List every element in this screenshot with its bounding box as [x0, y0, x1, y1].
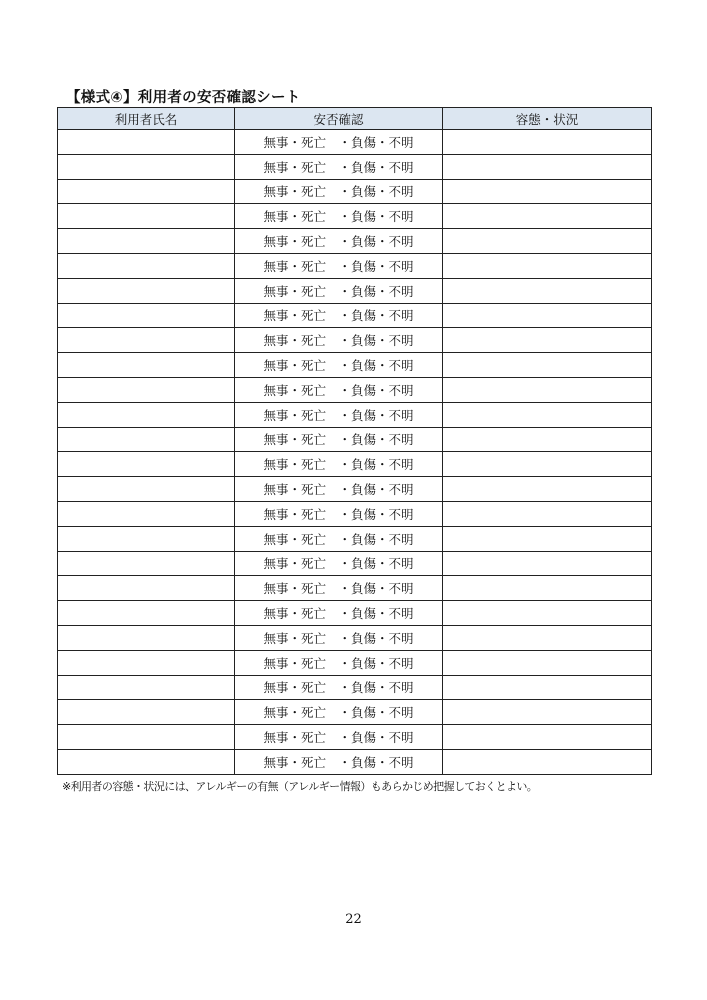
safety-status-cell: 無事・死亡 ・負傷・不明 [235, 353, 443, 378]
footnote: ※利用者の容態・状況には、アレルギーの有無（アレルギー情報）もあらかじめ把握しておくとよい。 [62, 780, 538, 793]
user-name-cell[interactable] [58, 501, 235, 526]
condition-cell[interactable] [443, 229, 652, 254]
user-name-cell[interactable] [58, 601, 235, 626]
condition-cell[interactable] [443, 650, 652, 675]
user-name-cell[interactable] [58, 576, 235, 601]
user-name-cell[interactable] [58, 650, 235, 675]
safety-check-table [57, 107, 652, 775]
page-title: 【様式④】利用者の安否確認シート [66, 90, 301, 106]
condition-cell[interactable] [443, 576, 652, 601]
safety-status-cell: 無事・死亡 ・負傷・不明 [235, 303, 443, 328]
safety-status-cell: 無事・死亡 ・負傷・不明 [235, 130, 443, 155]
safety-status-cell: 無事・死亡 ・負傷・不明 [235, 204, 443, 229]
safety-status-cell: 無事・死亡 ・負傷・不明 [235, 625, 443, 650]
table-row [58, 725, 652, 750]
table-row [58, 154, 652, 179]
table-row [58, 700, 652, 725]
user-name-cell[interactable] [58, 303, 235, 328]
table-header-row [58, 108, 652, 130]
table-row [58, 353, 652, 378]
page-number: 22 [345, 912, 362, 927]
condition-cell[interactable] [443, 179, 652, 204]
table-row [58, 601, 652, 626]
safety-status-cell: 無事・死亡 ・負傷・不明 [235, 725, 443, 750]
table-row [58, 328, 652, 353]
table-row [58, 625, 652, 650]
user-name-cell[interactable] [58, 625, 235, 650]
user-name-cell[interactable] [58, 328, 235, 353]
table-row [58, 576, 652, 601]
condition-cell[interactable] [443, 130, 652, 155]
table-row [58, 204, 652, 229]
user-name-cell[interactable] [58, 725, 235, 750]
table-row [58, 427, 652, 452]
table-row [58, 377, 652, 402]
condition-cell[interactable] [443, 675, 652, 700]
user-name-cell[interactable] [58, 130, 235, 155]
condition-cell[interactable] [443, 154, 652, 179]
safety-status-cell: 無事・死亡 ・負傷・不明 [235, 328, 443, 353]
user-name-cell[interactable] [58, 229, 235, 254]
safety-status-cell: 無事・死亡 ・負傷・不明 [235, 154, 443, 179]
user-name-cell[interactable] [58, 427, 235, 452]
table-row [58, 650, 652, 675]
user-name-cell[interactable] [58, 204, 235, 229]
safety-status-cell: 無事・死亡 ・負傷・不明 [235, 650, 443, 675]
condition-cell[interactable] [443, 377, 652, 402]
header-condition: 容態・状況 [443, 108, 652, 130]
table-row [58, 675, 652, 700]
safety-status-cell: 無事・死亡 ・負傷・不明 [235, 477, 443, 502]
safety-status-cell: 無事・死亡 ・負傷・不明 [235, 601, 443, 626]
condition-cell[interactable] [443, 402, 652, 427]
condition-cell[interactable] [443, 526, 652, 551]
table-row [58, 179, 652, 204]
condition-cell[interactable] [443, 501, 652, 526]
table-row [58, 501, 652, 526]
condition-cell[interactable] [443, 625, 652, 650]
user-name-cell[interactable] [58, 526, 235, 551]
user-name-cell[interactable] [58, 353, 235, 378]
user-name-cell[interactable] [58, 402, 235, 427]
safety-status-cell: 無事・死亡 ・負傷・不明 [235, 749, 443, 774]
table-row [58, 526, 652, 551]
condition-cell[interactable] [443, 749, 652, 774]
safety-status-cell: 無事・死亡 ・負傷・不明 [235, 551, 443, 576]
condition-cell[interactable] [443, 725, 652, 750]
table-row [58, 477, 652, 502]
condition-cell[interactable] [443, 253, 652, 278]
safety-status-cell: 無事・死亡 ・負傷・不明 [235, 700, 443, 725]
user-name-cell[interactable] [58, 700, 235, 725]
header-user-name: 利用者氏名 [58, 108, 235, 130]
safety-status-cell: 無事・死亡 ・負傷・不明 [235, 253, 443, 278]
safety-status-cell: 無事・死亡 ・負傷・不明 [235, 377, 443, 402]
condition-cell[interactable] [443, 303, 652, 328]
condition-cell[interactable] [443, 427, 652, 452]
user-name-cell[interactable] [58, 749, 235, 774]
table-row [58, 130, 652, 155]
header-safety-status: 安否確認 [235, 108, 443, 130]
user-name-cell[interactable] [58, 278, 235, 303]
table-row [58, 749, 652, 774]
safety-status-cell: 無事・死亡 ・負傷・不明 [235, 452, 443, 477]
table-row [58, 452, 652, 477]
safety-status-cell: 無事・死亡 ・負傷・不明 [235, 229, 443, 254]
condition-cell[interactable] [443, 551, 652, 576]
user-name-cell[interactable] [58, 154, 235, 179]
condition-cell[interactable] [443, 477, 652, 502]
condition-cell[interactable] [443, 278, 652, 303]
table-row [58, 229, 652, 254]
table-row [58, 278, 652, 303]
safety-status-cell: 無事・死亡 ・負傷・不明 [235, 501, 443, 526]
condition-cell[interactable] [443, 328, 652, 353]
user-name-cell[interactable] [58, 675, 235, 700]
safety-status-cell: 無事・死亡 ・負傷・不明 [235, 427, 443, 452]
safety-status-cell: 無事・死亡 ・負傷・不明 [235, 526, 443, 551]
user-name-cell[interactable] [58, 253, 235, 278]
table-row [58, 551, 652, 576]
table-row [58, 402, 652, 427]
safety-status-cell: 無事・死亡 ・負傷・不明 [235, 402, 443, 427]
user-name-cell[interactable] [58, 179, 235, 204]
safety-status-cell: 無事・死亡 ・負傷・不明 [235, 576, 443, 601]
condition-cell[interactable] [443, 601, 652, 626]
condition-cell[interactable] [443, 700, 652, 725]
user-name-cell[interactable] [58, 452, 235, 477]
safety-status-cell: 無事・死亡 ・負傷・不明 [235, 675, 443, 700]
user-name-cell[interactable] [58, 551, 235, 576]
condition-cell[interactable] [443, 204, 652, 229]
safety-status-cell: 無事・死亡 ・負傷・不明 [235, 278, 443, 303]
condition-cell[interactable] [443, 452, 652, 477]
user-name-cell[interactable] [58, 477, 235, 502]
table-row [58, 303, 652, 328]
condition-cell[interactable] [443, 353, 652, 378]
user-name-cell[interactable] [58, 377, 235, 402]
table-row [58, 253, 652, 278]
safety-status-cell: 無事・死亡 ・負傷・不明 [235, 179, 443, 204]
